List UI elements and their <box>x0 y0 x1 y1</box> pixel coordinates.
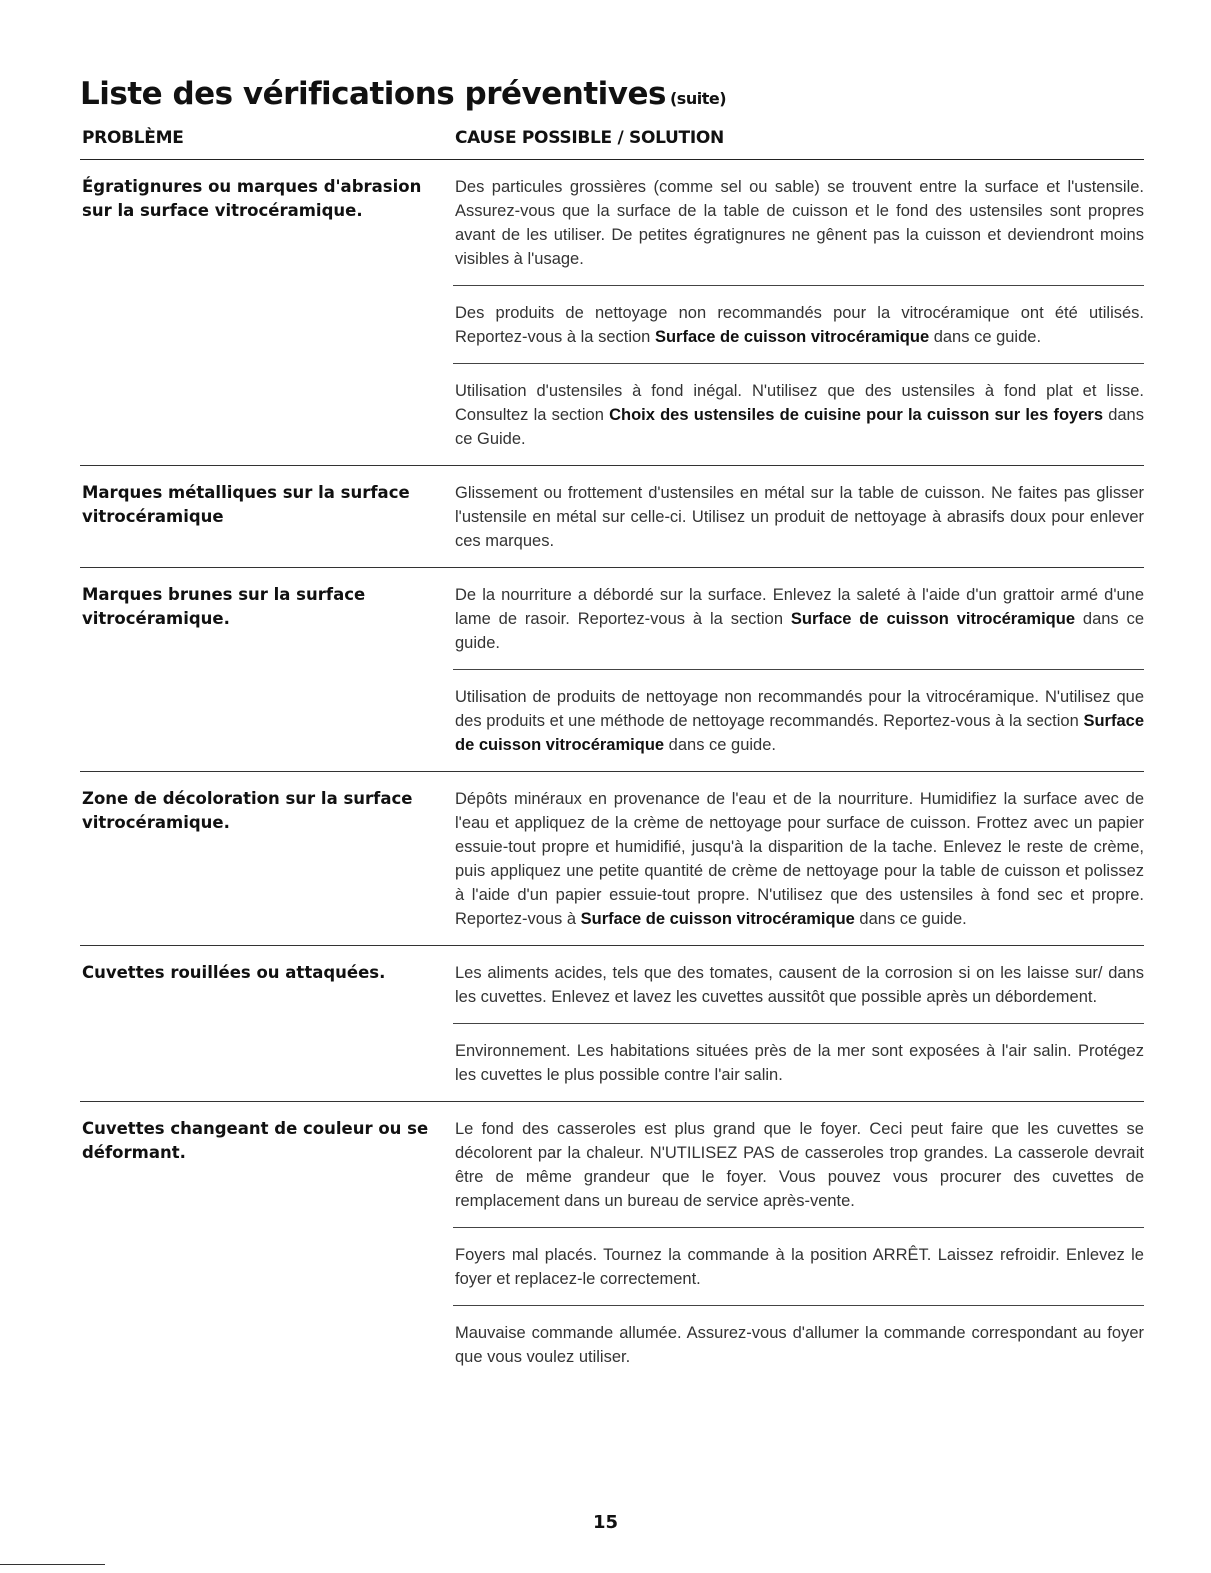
table-row <box>80 160 1144 466</box>
problem-text: Marques brunes sur la surface vitrocéramique. <box>82 585 366 628</box>
problem-text: Cuvettes rouillées ou attaquées. <box>82 963 386 982</box>
page-number: 15 <box>592 1512 619 1533</box>
solution-item <box>453 669 1144 771</box>
solution-item <box>453 160 1144 285</box>
solution-list <box>453 946 1144 1101</box>
problem-text: Égratignures ou marques d'abrasion sur la surface vitrocéramique. <box>82 177 422 220</box>
title-suffix: (suite) <box>669 89 727 108</box>
footer-rule <box>0 1564 105 1565</box>
problem-text: Marques métalliques sur la surface vitrocéramique <box>82 483 410 526</box>
solution-item <box>453 946 1144 1023</box>
solution-item <box>453 1102 1144 1227</box>
solution-text: Mauvaise commande allumée. Assurez-vous d'allumer la commande correspondant au foyer que vous voulez utiliser. <box>455 1324 1144 1366</box>
page-title <box>80 76 726 112</box>
table-row <box>80 946 1144 1102</box>
section-reference: Surface de cuisson vitrocéramique <box>455 712 1144 754</box>
solution-item <box>453 772 1144 945</box>
solution-list <box>453 466 1144 567</box>
solution-item <box>453 1305 1144 1383</box>
solution-item <box>453 466 1144 567</box>
solution-text: Environnement. Les habitations situées près de la mer sont exposées à l'air salin. Protégez les cuvettes le plus possible contre l'air salin. <box>455 1042 1144 1084</box>
section-reference: Surface de cuisson vitrocéramique <box>790 610 1075 628</box>
problem-text: Cuvettes changeant de couleur ou se déformant. <box>82 1119 429 1162</box>
solution-text: Utilisation d'ustensiles à fond inégal. N'utilisez que des ustensiles à fond plat et lisse. Consultez la section <box>455 382 1144 424</box>
solution-list <box>453 160 1144 465</box>
solution-text: Dépôts minéraux en provenance de l'eau et de la nourriture. Humidifiez la surface avec de l'eau et appliquez de la crème de nettoyage pour surface de cuisson. Frottez avec un papier essuie-tout propre et humidifié, jusqu'à la disparition de la tache. Enlevez le reste de crème, puis appliquez une petite quantité de crème de nettoyage pour la table de cuisson et polissez à l'aide d'un papier essuie-tout propre. N'utilisez que des ustensiles à fond sec et propre. Reportez-vous à <box>455 790 1144 928</box>
section-reference: Surface de cuisson vitrocéramique <box>654 328 930 346</box>
solution-text: Foyers mal placés. Tournez la commande à la position ARRÊT. Laissez refroidir. Enlevez le foyer et replacez-le correctement. <box>455 1246 1144 1288</box>
solution-text: dans ce guide. <box>664 736 776 754</box>
solution-list <box>453 568 1144 771</box>
solution-text: dans ce Guide. <box>455 406 1144 448</box>
solution-list <box>453 772 1144 945</box>
table-row <box>80 466 1144 568</box>
section-reference: Surface de cuisson vitrocéramique <box>580 910 855 928</box>
solution-text: Les aliments acides, tels que des tomates, causent de la corrosion si on les laisse sur/ dans les cuvettes. Enlevez et lavez les cuvettes aussitôt que possible après un débordement. <box>455 964 1144 1006</box>
solution-item <box>453 363 1144 465</box>
solution-list <box>453 1102 1144 1383</box>
column-header-problem: PROBLÈME <box>82 128 184 148</box>
solution-item <box>453 568 1144 669</box>
solution-text: dans ce guide. <box>929 328 1042 346</box>
solution-text: dans ce guide. <box>455 610 1144 652</box>
solution-item <box>453 1227 1144 1305</box>
solution-item <box>453 1023 1144 1101</box>
solution-text: Utilisation de produits de nettoyage non recommandés pour la vitrocéramique. N'utilisez que des produits et une méthode de nettoyage recommandés. Reportez-vous à la section <box>455 688 1144 730</box>
solution-text: dans ce guide. <box>854 910 967 928</box>
solution-text: Glissement ou frottement d'ustensiles en métal sur la table de cuisson. Ne faites pas glisser l'ustensile en métal sur celle-ci. Utilisez un produit de nettoyage à abrasifs doux pour enlever ces marques. <box>455 484 1144 550</box>
solution-text: Le fond des casseroles est plus grand que le foyer. Ceci peut faire que les cuvettes se décolorent par la chaleur. N'UTILISEZ PAS de casseroles trop grandes. La casserole devrait être de même grandeur que le foyer. Vous pouvez vous procurer des cuvettes de remplacement dans un bureau de service après-vente. <box>455 1120 1144 1210</box>
table-row <box>80 568 1144 772</box>
column-header-solution: CAUSE POSSIBLE / SOLUTION <box>455 128 724 148</box>
solution-item <box>453 285 1144 363</box>
section-reference: Choix des ustensiles de cuisine pour la cuisson sur les foyers <box>609 406 1104 424</box>
solution-text: De la nourriture a débordé sur la surface. Enlevez la saleté à l'aide d'un grattoir armé d'une lame de rasoir. Reportez-vous à la section <box>455 586 1144 628</box>
table-row <box>80 1102 1144 1383</box>
troubleshooting-table <box>80 160 1144 1383</box>
solution-text: Des particules grossières (comme sel ou sable) se trouvent entre la surface et l'ustensile. Assurez-vous que la surface de la table de cuisson et le fond des ustensiles sont propres avant de les utiliser. De petites égratignures ne gênent pas la cuisson et deviendront moins visibles à l'usage. <box>455 178 1144 268</box>
title-text: Liste des vérifications préventives <box>80 76 666 112</box>
problem-text: Zone de décoloration sur la surface vitrocéramique. <box>82 789 413 832</box>
solution-text: Des produits de nettoyage non recommandés pour la vitrocéramique ont été utilisés. Reportez-vous à la section <box>455 304 1144 346</box>
table-row <box>80 772 1144 946</box>
